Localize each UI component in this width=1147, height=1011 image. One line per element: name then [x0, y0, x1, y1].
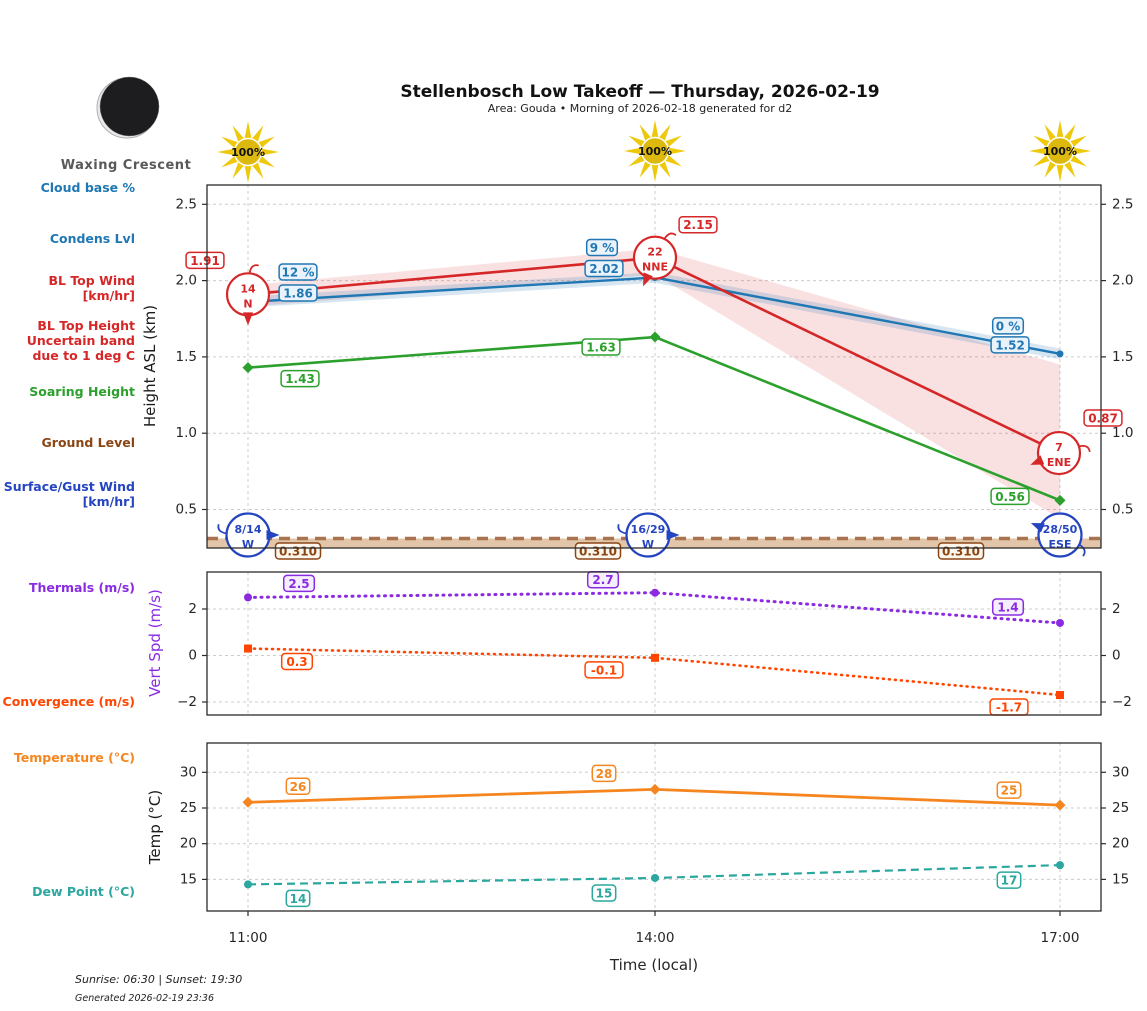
- condens-lvl-value: 2.02: [589, 262, 619, 277]
- thermals-point: [244, 593, 252, 601]
- legend-label-bl-top-wind: [0, 273, 135, 303]
- legend-label-cloud-base: [0, 180, 135, 195]
- convergence-point: [651, 654, 659, 662]
- surface-wind-marker-speed: 8/14: [234, 523, 262, 536]
- legend-label-soaring-height: [0, 384, 135, 399]
- plot-2: [207, 743, 1101, 911]
- temperature-value: 26: [289, 779, 307, 794]
- soaring-height-value: 0.56: [995, 489, 1025, 504]
- bl-top-value: 0.87: [1088, 411, 1118, 426]
- temperature-point: [243, 797, 254, 808]
- x-tick-label: 17:00: [1040, 930, 1080, 946]
- bl-top-wind-marker-arrow: [243, 312, 253, 325]
- y-tick-label: 0.5: [175, 501, 197, 518]
- y-tick-label: 30: [179, 764, 197, 781]
- y-tick-label: 25: [179, 800, 197, 816]
- generated-note: Generated 2026-02-19 23:36: [75, 993, 215, 1004]
- condens-lvl-value: 1.86: [283, 286, 313, 301]
- y-tick-label: 1.0: [1112, 425, 1134, 442]
- y-tick-label: 1.5: [1112, 348, 1134, 365]
- moon-phase-label: Waxing Crescent: [60, 158, 192, 173]
- height-chart: [186, 217, 1122, 559]
- ground-level-value: 0.310: [579, 544, 617, 559]
- dew-point-value: 14: [289, 891, 307, 906]
- bl-top-value: 1.91: [190, 253, 220, 268]
- temperature-point: [1055, 800, 1066, 811]
- legend-label-ground-level: [0, 435, 135, 450]
- thermals-value: 2.7: [592, 573, 614, 588]
- temperature-point: [650, 784, 661, 795]
- y-tick-label: 15: [179, 871, 197, 888]
- x-axis-title: Time (local): [609, 956, 699, 974]
- condens-lvl-point: [1057, 350, 1064, 357]
- thermals-value: 2.5: [288, 576, 310, 591]
- soaring-height-value: 1.63: [586, 340, 616, 355]
- legend-label-line: Thermals (m/s): [28, 580, 135, 595]
- ground-level-value: 0.310: [942, 544, 980, 559]
- temp-chart: [243, 765, 1066, 906]
- y-tick-label: −2: [177, 694, 197, 710]
- bl-top-wind-marker-speed: 14: [240, 282, 256, 296]
- bl-top-wind-marker-direction: N: [243, 297, 253, 311]
- legend-label-line: Convergence (m/s): [2, 694, 135, 709]
- surface-wind-marker-direction: W: [641, 538, 655, 551]
- y-tick-label: 30: [1112, 764, 1130, 781]
- legend-label-line: Condens Lvl: [49, 231, 135, 246]
- legend-label-line: Soaring Height: [29, 384, 135, 399]
- legend-label-line: [km/hr]: [82, 288, 135, 303]
- y-tick-label: 2: [188, 601, 197, 617]
- legend-label-line: BL Top Height: [37, 318, 135, 333]
- surface-wind-marker: [1029, 514, 1087, 557]
- thermals-point: [1056, 619, 1064, 627]
- soaring-height-point: [243, 362, 254, 373]
- y-tick-label: −2: [1112, 694, 1132, 710]
- soaring-height-value: 1.43: [285, 372, 315, 387]
- legend-label-line: BL Top Wind: [48, 273, 135, 288]
- cloud-base-pct-value: 12 %: [281, 265, 315, 280]
- y-tick-label: 2: [1112, 601, 1121, 617]
- surface-wind-marker-speed: 28/50: [1042, 523, 1078, 536]
- temperature-value: 25: [1000, 783, 1018, 798]
- y-axis-title-temp: Temp (°C): [146, 789, 164, 865]
- cloud-base-pct-value: 0 %: [995, 319, 1021, 334]
- legend-label-line: Temperature (°C): [13, 750, 135, 765]
- surface-wind-marker-speed: 16/29: [630, 523, 666, 536]
- legend-label-thermals: [0, 580, 135, 595]
- x-tick-label: 14:00: [635, 930, 675, 946]
- dew-point-point: [1056, 861, 1064, 869]
- legend-label-line: Surface/Gust Wind: [3, 479, 135, 494]
- y-tick-label: 2.0: [175, 272, 197, 289]
- sun-percent: 100%: [638, 145, 672, 158]
- convergence-value: -0.1: [590, 663, 618, 678]
- soaring-height-point: [650, 332, 661, 343]
- dew-point-point: [651, 874, 659, 882]
- dew-point-value: 17: [1000, 873, 1018, 888]
- bl-top-wind-marker-speed: 7: [1055, 441, 1063, 455]
- convergence-value: -1.7: [995, 700, 1023, 715]
- bl-top-wind-marker: [227, 265, 269, 325]
- convergence-value: 0.3: [286, 655, 308, 670]
- legend-label-line: due to 1 deg C: [32, 348, 135, 363]
- y-tick-label: 2.5: [175, 196, 197, 213]
- y-tick-label: 0.5: [1112, 501, 1134, 518]
- vertspd-chart: [244, 572, 1064, 715]
- legend-label-bl-top-height: [0, 318, 135, 363]
- y-axis-title-vertspd: Vert Spd (m/s): [146, 589, 164, 697]
- dew-point-value: 15: [595, 886, 613, 901]
- sun-icon-14: [624, 120, 686, 182]
- legend-label-surface-wind: [0, 479, 135, 509]
- legend-label-dew-point: [0, 884, 135, 899]
- sunrise-sunset-note: Sunrise: 06:30 | Sunset: 19:30: [75, 973, 243, 986]
- surface-wind-marker-direction: ESE: [1048, 538, 1072, 551]
- surface-wind-marker: [618, 514, 679, 557]
- legend-label-line: [km/hr]: [82, 494, 135, 509]
- y-tick-label: 0: [1112, 647, 1121, 664]
- y-axis-title-height: Height ASL (km): [141, 304, 159, 428]
- y-tick-label: 1.5: [175, 348, 197, 365]
- dew-point-point: [244, 880, 252, 888]
- plot-frame: [207, 743, 1101, 911]
- convergence-point: [1056, 691, 1064, 699]
- sun-percent: 100%: [1043, 145, 1077, 158]
- legend-label-temperature: [0, 750, 135, 765]
- bl-top-wind-marker-direction: ENE: [1046, 456, 1072, 470]
- temperature-value: 28: [595, 766, 613, 781]
- cloud-base-pct-value: 9 %: [589, 241, 615, 256]
- surface-wind-marker: [218, 514, 279, 557]
- convergence-point: [244, 645, 252, 653]
- y-tick-label: 1.0: [175, 425, 197, 442]
- legend-label-condens-lvl: [0, 231, 135, 246]
- page-subtitle: Area: Gouda • Morning of 2026-02-18 generated for d2: [487, 102, 793, 115]
- bl-top-value: 2.15: [683, 218, 713, 233]
- bl-top-uncertain-band: [248, 249, 1060, 519]
- y-tick-label: 0: [188, 647, 197, 664]
- legend-label-line: Uncertain band: [26, 333, 135, 348]
- y-tick-label: 2.0: [1112, 272, 1134, 289]
- legend-label-convergence: [0, 694, 135, 709]
- sun-percent: 100%: [231, 146, 265, 159]
- surface-wind-marker-direction: W: [241, 538, 255, 551]
- y-tick-label: 15: [1112, 871, 1130, 888]
- ground-level-value: 0.310: [279, 544, 317, 559]
- thermals-value: 1.4: [997, 600, 1019, 615]
- page-title: Stellenbosch Low Takeoff — Thursday, 2026-02-19: [400, 82, 880, 102]
- y-tick-label: 2.5: [1112, 196, 1134, 213]
- thermals-line: [248, 593, 1060, 623]
- condens-lvl-value: 1.52: [995, 338, 1025, 353]
- sun-icon-17: [1029, 120, 1091, 182]
- sun-icon-11: [217, 121, 279, 183]
- y-tick-label: 25: [1112, 800, 1130, 816]
- thermals-point: [651, 589, 659, 597]
- y-tick-label: 20: [179, 835, 197, 852]
- y-tick-label: 20: [1112, 835, 1130, 852]
- legend-label-line: Ground Level: [41, 435, 135, 450]
- bl-top-wind-marker-speed: 22: [647, 245, 663, 259]
- x-tick-label: 11:00: [228, 930, 268, 946]
- legend-label-line: Cloud base %: [40, 180, 135, 195]
- legend-label-line: Dew Point (°C): [32, 884, 135, 899]
- bl-top-wind-marker-direction: NNE: [642, 260, 668, 274]
